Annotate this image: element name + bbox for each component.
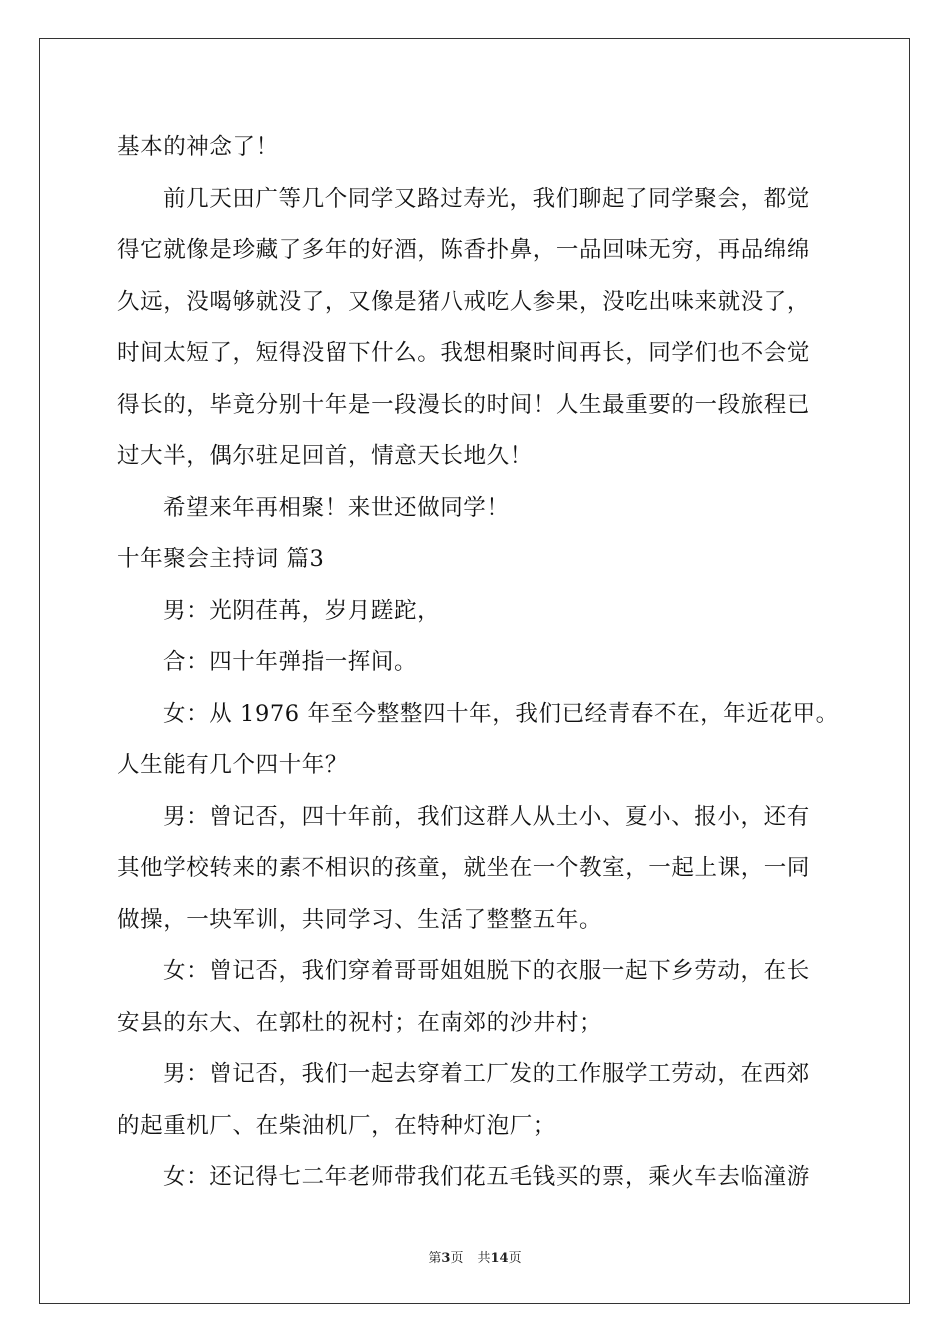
text-line: 得长的，毕竟分别十年是一段漫长的时间！人生最重要的一段旅程已 (117, 391, 811, 418)
page-number: 3 (441, 1251, 451, 1266)
text-line: 做操，一块军训，共同学习、生活了整整五年。 (117, 906, 603, 933)
text-line: 的起重机厂、在柴油机厂，在特种灯泡厂； (117, 1112, 556, 1139)
text-line: 前几天田广等几个同学又路过寿光，我们聊起了同学聚会，都觉 (163, 185, 810, 212)
text-line: 时间太短了，短得没留下什么。我想相聚时间再长，同学们也不会觉 (117, 340, 811, 366)
text-line: 安县的东大、在郭杜的祝村；在南郊的沙井村； (117, 1009, 603, 1036)
text-line: 希望来年再相聚！来世还做同学！ (163, 494, 510, 521)
text-line: 其他学校转来的素不相识的孩童，就坐在一个教室，一起上课，一同 (117, 855, 811, 881)
document-body (117, 127, 852, 1209)
text-line: 合：四十年弹指一挥间。 (163, 649, 418, 675)
text-line: 基本的神念了！ (117, 134, 279, 160)
text-line: 久远，没喝够就没了，又像是猪八戒吃人参果，没吃出味来就没了， (117, 288, 811, 315)
section-heading: 十年聚会主持词 篇3 (117, 546, 325, 572)
page-prefix: 第 (428, 1251, 442, 1266)
total-pages: 14 (490, 1251, 509, 1266)
text-line: 女：还记得七二年老师带我们花五毛钱买的票，乘火车去临潼游 (163, 1164, 810, 1190)
page-suffix: 页 (450, 1251, 464, 1266)
text-line: 女：从 1976 年至今整整四十年，我们已经青春不在，年近花甲。 (163, 700, 839, 727)
text-line: 男：曾记否，我们一起去穿着工厂发的工作服学工劳动，在西郊 (163, 1061, 810, 1087)
total-prefix: 共 (477, 1251, 491, 1266)
page-footer (0, 1247, 950, 1266)
text-line: 得它就像是珍藏了多年的好酒，陈香扑鼻，一品回味无穷，再品绵绵 (117, 237, 811, 263)
text-line: 男：曾记否，四十年前，我们这群人从土小、夏小、报小，还有 (163, 803, 810, 830)
total-suffix: 页 (508, 1251, 522, 1266)
text-line: 人生能有几个四十年？ (117, 752, 349, 778)
text-line: 女：曾记否，我们穿着哥哥姐姐脱下的衣服一起下乡劳动，在长 (163, 958, 810, 984)
text-line: 过大半，偶尔驻足回首，情意天长地久！ (117, 443, 533, 469)
text-line: 男：光阴荏苒，岁月蹉跎， (163, 597, 441, 624)
